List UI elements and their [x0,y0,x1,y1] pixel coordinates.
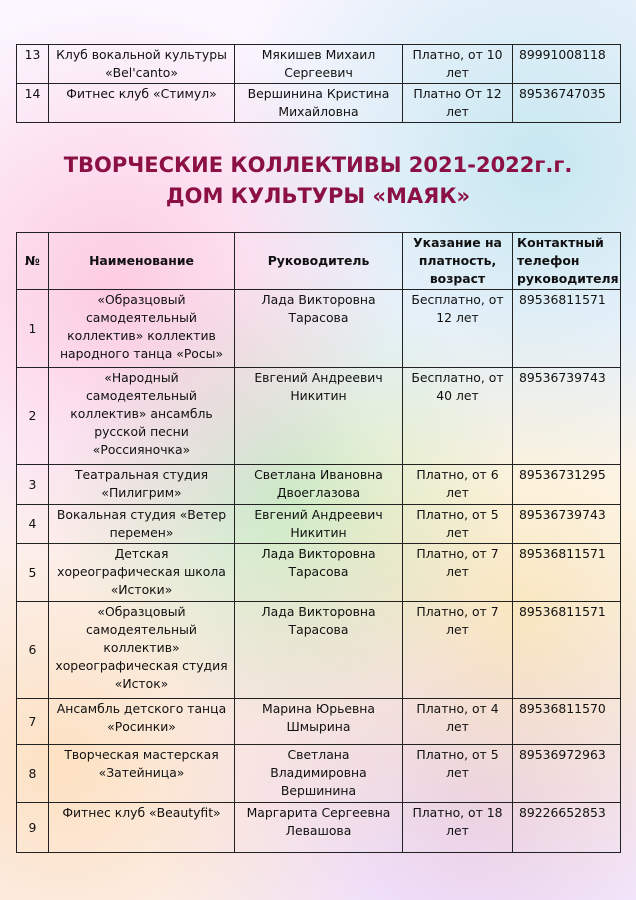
row-number: 13 [17,45,49,84]
price-age: Платно, от 4 лет [403,699,513,745]
phone-number: 89536811571 [513,602,621,699]
row-number: 2 [17,368,49,465]
collective-name: Ансамбль детского танца «Росинки» [49,699,235,745]
page-title [0,150,636,212]
row-number: 14 [17,84,49,123]
price-age: Платно, от 7 лет [403,544,513,602]
table-row [17,602,621,699]
row-number: 7 [17,699,49,745]
table-header-row [17,233,621,290]
phone-number: 89536972963 [513,745,621,803]
price-age: Бесплатно, от 40 лет [403,368,513,465]
title-line-2: ДОМ КУЛЬТУРЫ «МАЯК» [165,184,471,208]
collective-name: Клуб вокальной культуры «Bel'canto» [49,45,235,84]
table-row [17,45,621,84]
collective-name: Фитнес клуб «Стимул» [49,84,235,123]
collective-name: Вокальная студия «Ветер перемен» [49,505,235,544]
leader-name: Вершинина Кристина Михайловна [235,84,403,123]
leader-name: Лада Викторовна Тарасова [235,290,403,368]
table-row [17,745,621,803]
leader-name: Евгений Андреевич Никитин [235,505,403,544]
phone-number: 89536739743 [513,505,621,544]
leader-name: Марина Юрьевна Шмырина [235,699,403,745]
header-num: № [17,233,49,290]
collective-name: «Образцовый самодеятельный коллектив» коллектив народного танца «Росы» [49,290,235,368]
price-age: Платно, от 6 лет [403,465,513,505]
table-row [17,803,621,853]
phone-number: 89536739743 [513,368,621,465]
leader-name: Лада Викторовна Тарасова [235,544,403,602]
collective-name: Детская хореографическая школа «Истоки» [49,544,235,602]
price-age: Платно, от 10 лет [403,45,513,84]
phone-number: 89536731295 [513,465,621,505]
table-row [17,84,621,123]
price-age: Платно, от 18 лет [403,803,513,853]
phone-number: 89536811571 [513,290,621,368]
row-number: 3 [17,465,49,505]
leader-name: Светлана Ивановна Двоеглазова [235,465,403,505]
table-row [17,544,621,602]
price-age: Платно, от 5 лет [403,505,513,544]
collectives-table [16,232,621,853]
header-phone: Контактный телефон руководителя [513,233,621,290]
table-row [17,505,621,544]
leader-name: Мякишев Михаил Сергеевич [235,45,403,84]
header-leader: Руководитель [235,233,403,290]
leader-name: Евгений Андреевич Никитин [235,368,403,465]
row-number: 9 [17,803,49,853]
table-row [17,290,621,368]
collective-name: Фитнес клуб «Beautyfit» [49,803,235,853]
phone-number: 89226652853 [513,803,621,853]
phone-number: 89536747035 [513,84,621,123]
collective-name: Творческая мастерская «Затейница» [49,745,235,803]
header-name: Наименование [49,233,235,290]
row-number: 6 [17,602,49,699]
row-number: 8 [17,745,49,803]
table-row [17,368,621,465]
price-age: Платно От 12 лет [403,84,513,123]
table-row [17,699,621,745]
top-table [16,44,621,123]
phone-number: 89991008118 [513,45,621,84]
phone-number: 89536811570 [513,699,621,745]
leader-name: Светлана Владимировна Вершинина [235,745,403,803]
price-age: Платно, от 5 лет [403,745,513,803]
row-number: 4 [17,505,49,544]
collective-name: «Образцовый самодеятельный коллектив» хореографическая студия «Исток» [49,602,235,699]
collective-name: «Народный самодеятельный коллектив» ансамбль русской песни «Россияночка» [49,368,235,465]
title-line-1: ТВОРЧЕСКИЕ КОЛЛЕКТИВЫ 2021-2022г.г. [63,153,573,177]
collective-name: Театральная студия «Пилигрим» [49,465,235,505]
row-number: 1 [17,290,49,368]
row-number: 5 [17,544,49,602]
table-row [17,465,621,505]
phone-number: 89536811571 [513,544,621,602]
leader-name: Маргарита Сергеевна Левашова [235,803,403,853]
price-age: Бесплатно, от 12 лет [403,290,513,368]
price-age: Платно, от 7 лет [403,602,513,699]
header-price: Указание на платность, возраст [403,233,513,290]
leader-name: Лада Викторовна Тарасова [235,602,403,699]
